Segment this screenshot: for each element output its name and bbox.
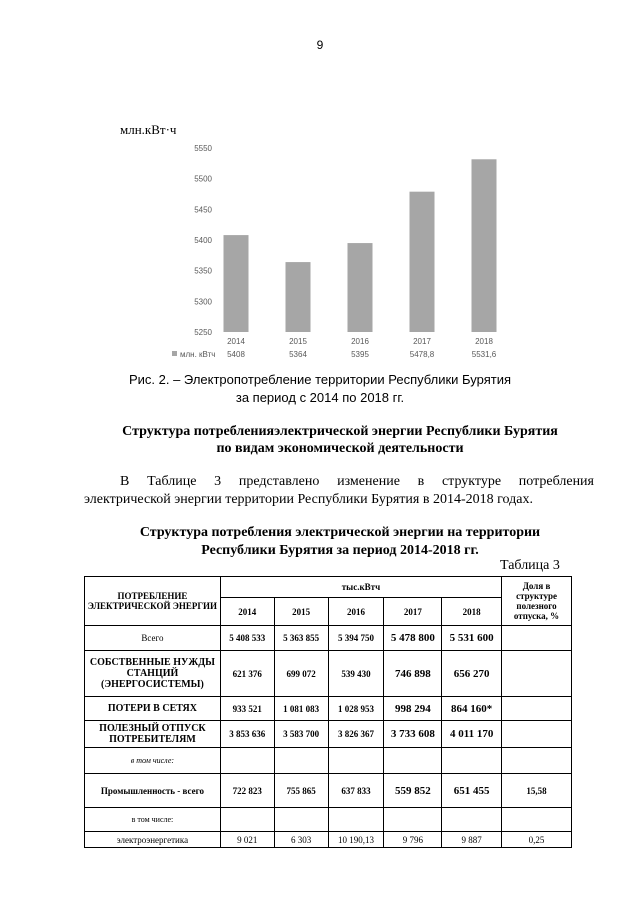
row-label: Всего	[85, 626, 221, 651]
table-cell: 5 394 750	[328, 626, 384, 651]
table-row	[85, 832, 572, 848]
share-cell	[502, 748, 572, 774]
share-cell: 0,25	[502, 832, 572, 848]
figure-caption-line1: Рис. 2. – Электропотребление территории Республики Бурятия	[128, 372, 512, 387]
x-tick-label: 2017	[413, 337, 431, 346]
consumption-structure-table	[84, 576, 572, 848]
table-cell: 3 583 700	[274, 721, 328, 748]
legend-key	[172, 351, 177, 356]
data-table-value: 5364	[289, 350, 307, 359]
table-row	[85, 774, 572, 808]
section-heading-line1: Структура потребленияэлектрической энергии Республики Бурятия	[122, 424, 558, 439]
x-tick-label: 2015	[289, 337, 307, 346]
table-header-year: 2017	[384, 598, 442, 626]
table-cell: 746 898	[384, 651, 442, 697]
table-cell: 864 160*	[442, 697, 502, 721]
table-cell: 10 190,13	[328, 832, 384, 848]
table-cell: 6 303	[274, 832, 328, 848]
section-heading-line2: по видам экономической деятельности	[216, 441, 464, 456]
table-cell: 559 852	[384, 774, 442, 808]
chart-bar	[410, 192, 435, 332]
y-tick-label: 5550	[194, 144, 212, 153]
figure-caption-line2: за период с 2014 по 2018 гг.	[235, 390, 405, 405]
chart-unit-label: млн.кВт·ч	[120, 122, 177, 137]
table-header-share: Доля в структуре полезного отпуска, %	[502, 577, 572, 626]
share-cell	[502, 651, 572, 697]
table-cell	[220, 748, 274, 774]
table-cell	[442, 808, 502, 832]
table-label: Таблица 3	[500, 558, 560, 573]
table-cell: 699 072	[274, 651, 328, 697]
legend-label: млн. кВтч	[180, 350, 216, 359]
table-header-year: 2014	[220, 598, 274, 626]
table-row	[85, 651, 572, 697]
table-header-year: 2016	[328, 598, 384, 626]
x-tick-label: 2018	[475, 337, 493, 346]
table-cell: 656 270	[442, 651, 502, 697]
table-cell: 1 028 953	[328, 697, 384, 721]
table-cell	[274, 748, 328, 774]
row-label: электроэнергетика	[85, 832, 221, 848]
table-cell	[384, 748, 442, 774]
y-tick-label: 5450	[194, 205, 212, 215]
table-title-line1: Структура потребления электрической энергии на территории	[139, 525, 541, 540]
share-cell	[502, 721, 572, 748]
table-cell: 5 531 600	[442, 626, 502, 651]
data-table-value: 5478,8	[409, 350, 435, 359]
x-tick-label: 2014	[227, 337, 245, 346]
table-cell: 5 408 533	[220, 626, 274, 651]
chart-bar	[224, 235, 249, 332]
x-tick-label: 2016	[351, 337, 369, 346]
y-tick-label: 5250	[194, 328, 212, 337]
table-cell: 9 796	[384, 832, 442, 848]
share-cell	[502, 697, 572, 721]
table-cell: 722 823	[220, 774, 274, 808]
table-header-year: 2015	[274, 598, 328, 626]
y-tick-label: 5400	[194, 236, 212, 245]
table-cell: 3 826 367	[328, 721, 384, 748]
table-cell: 1 081 083	[274, 697, 328, 721]
data-table-value: 5408	[227, 350, 245, 359]
row-label: Промышленность - всего	[85, 774, 221, 808]
table-cell: 3 853 636	[220, 721, 274, 748]
row-label: в том числе:	[85, 808, 221, 832]
table-title-line2: Республики Бурятия за период 2014-2018 гг.	[201, 543, 479, 558]
paragraph-line2: электрической энергии территории Республики Бурятия в 2014-2018 годах.	[84, 492, 533, 507]
chart-bar	[286, 262, 311, 332]
table-header-consumption: ПОТРЕБЛЕНИЕ ЭЛЕКТРИЧЕСКОЙ ЭНЕРГИИ	[85, 577, 221, 626]
share-cell: 15,58	[502, 774, 572, 808]
table-cell: 621 376	[220, 651, 274, 697]
table-cell	[274, 808, 328, 832]
table-header-year: 2018	[442, 598, 502, 626]
table-cell: 5 363 855	[274, 626, 328, 651]
table-cell: 9 887	[442, 832, 502, 848]
table-row	[85, 808, 572, 832]
table-cell	[384, 808, 442, 832]
table-cell: 3 733 608	[384, 721, 442, 748]
table-row	[85, 697, 572, 721]
table-cell	[328, 748, 384, 774]
y-tick-label: 5500	[194, 174, 212, 184]
table-row	[85, 721, 572, 748]
row-label: ПОТЕРИ В СЕТЯХ	[85, 697, 221, 721]
paragraph-line1: В Таблице 3 представлено изменение в структуре потребления	[120, 474, 594, 489]
table-header-unit: тыс.кВтч	[220, 577, 501, 598]
row-label: ПОЛЕЗНЫЙ ОТПУСК ПОТРЕБИТЕЛЯМ	[85, 721, 221, 748]
energy-consumption-chart	[150, 136, 550, 366]
table-cell: 651 455	[442, 774, 502, 808]
row-label: СОБСТВЕННЫЕ НУЖДЫ СТАНЦИЙ (ЭНЕРГОСИСТЕМЫ)	[85, 651, 221, 697]
table-cell: 933 521	[220, 697, 274, 721]
chart-bar	[348, 243, 373, 332]
table-cell: 9 021	[220, 832, 274, 848]
share-cell	[502, 808, 572, 832]
table-cell: 4 011 170	[442, 721, 502, 748]
table-cell	[220, 808, 274, 832]
table-row	[85, 748, 572, 774]
table-cell: 5 478 800	[384, 626, 442, 651]
y-tick-label: 5300	[194, 297, 212, 307]
data-table-value: 5395	[351, 350, 369, 359]
chart-bar	[472, 159, 497, 332]
table-cell: 755 865	[274, 774, 328, 808]
row-label: в том числе:	[85, 748, 221, 774]
y-tick-label: 5350	[194, 266, 212, 276]
table-cell	[328, 808, 384, 832]
table-cell: 998 294	[384, 697, 442, 721]
table-cell	[442, 748, 502, 774]
table-cell: 637 833	[328, 774, 384, 808]
table-row	[85, 626, 572, 651]
table-cell: 539 430	[328, 651, 384, 697]
data-table-value: 5531,6	[471, 350, 497, 359]
share-cell	[502, 626, 572, 651]
page-number: 9	[316, 38, 324, 52]
